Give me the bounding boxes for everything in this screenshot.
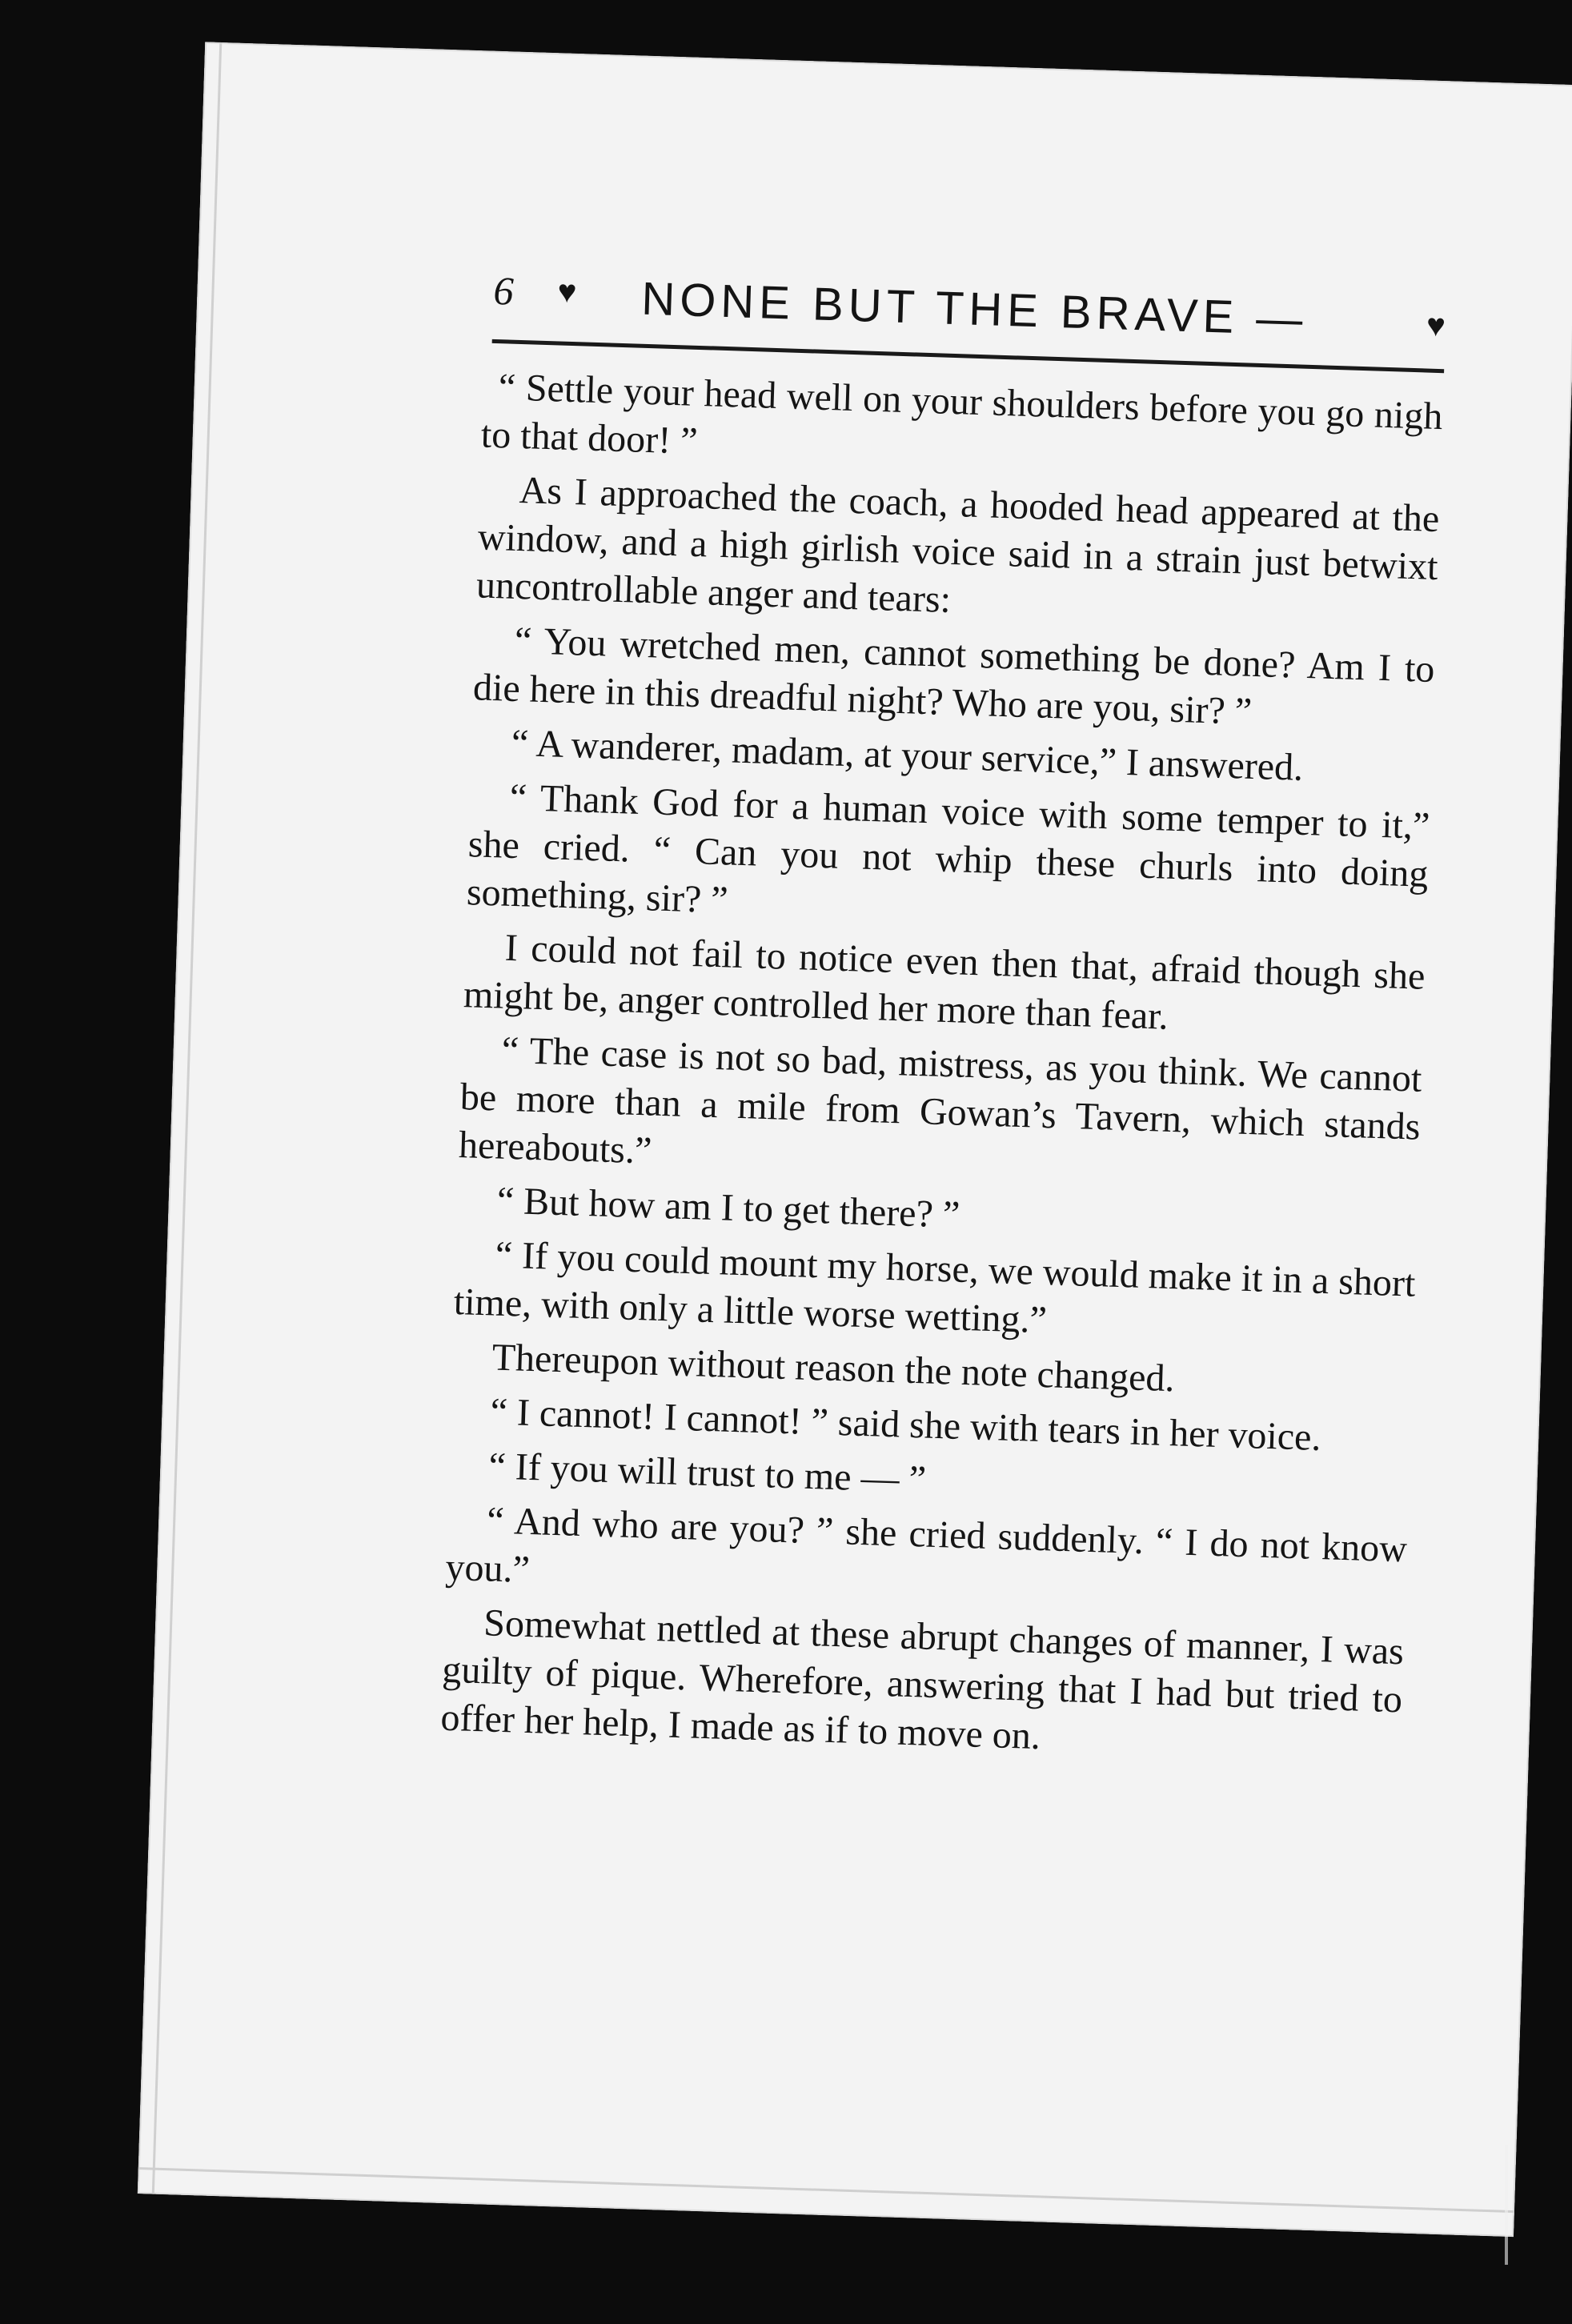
paragraph: I could not fail to notice even then that, afraid though she might be, anger controlled her more than fear. (463, 926, 1426, 1038)
paragraph: “ I cannot! I cannot! ” said she with tears in her voice. (489, 1390, 1322, 1460)
book-page (138, 42, 1572, 2237)
page-bottom-edge (138, 2167, 1514, 2213)
paragraph: “ A wanderer, madam, at your service,” I answered. (511, 721, 1304, 789)
paragraph: “ If you will trust to me — ” (487, 1444, 927, 1501)
paragraph: “ Thank God for a human voice with some temper to it,” she cried. “ Can you not whip these churls into doing something, sir? ” (466, 775, 1431, 922)
heart-ornament-icon: ♥ (1426, 307, 1446, 344)
scan-artifact (1505, 2145, 1508, 2265)
paragraph: Thereupon without reason the note changed. (491, 1336, 1176, 1400)
paragraph: Somewhat nettled at these abrupt changes of manner, I was guilty of pique. Wherefore, answering that I had but tried to offer her help, I made as if to move on. (439, 1601, 1405, 1758)
paragraph: “ If you could mount my horse, we would make it in a short time, with only a little worse wetting.” (453, 1233, 1417, 1342)
running-header (492, 267, 1446, 369)
paragraph: “ You wretched men, cannot something be done? Am I to die here in this dreadful night? Who are you, sir? ” (472, 619, 1436, 733)
paragraph: “ The case is not so bad, mistress, as you think. We cannot be more than a mile from Gowan’s Tavern, which stands hereabouts.” (458, 1028, 1423, 1172)
paragraph: As I approached the coach, a hooded head appeared at the window, and a high girlish voice said in a strain just betwixt uncontrollable anger and tears: (475, 468, 1441, 621)
running-title: NONE BUT THE BRAVE — (640, 272, 1309, 346)
body-text (439, 363, 1443, 1778)
heart-ornament-icon: ♥ (557, 273, 578, 311)
paragraph: “ And who are you? ” she cried suddenly. “ I do not know you.” (444, 1499, 1408, 1592)
paragraph: “ But how am I to get there? ” (496, 1179, 961, 1236)
page-number: 6 (492, 267, 515, 314)
paragraph: “ Settle your head well on your shoulders before you go nigh to that door! ” (480, 366, 1444, 463)
page-edge (152, 42, 222, 2194)
